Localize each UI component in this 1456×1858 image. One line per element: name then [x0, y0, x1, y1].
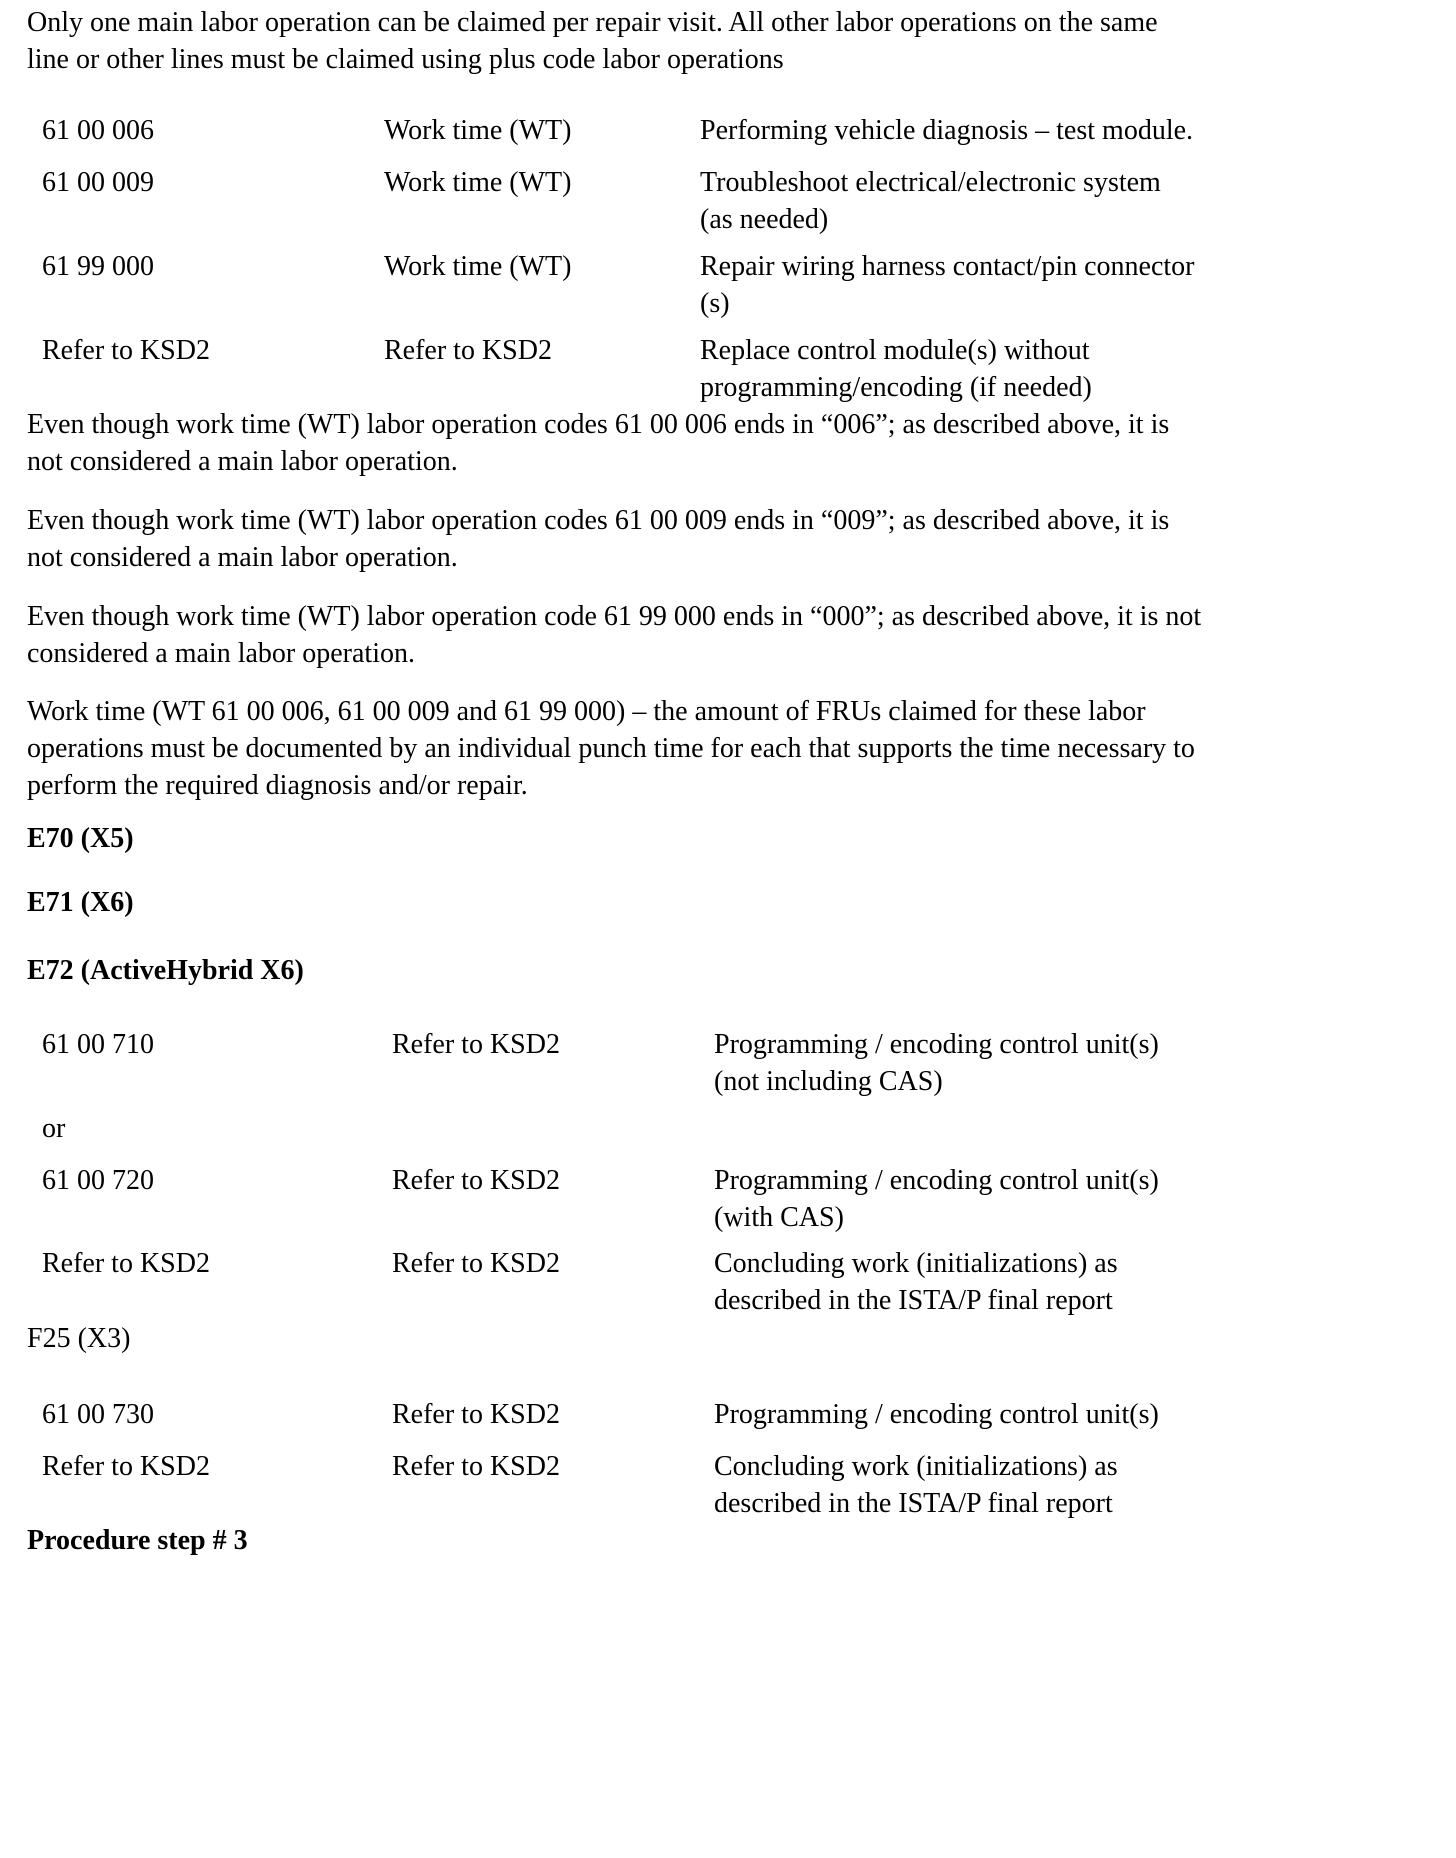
labor-type: Refer to KSD2 [392, 1248, 560, 1279]
model-heading-e70: E70 (X5) [27, 823, 134, 854]
note-line: Even though work time (WT) labor operation code 61 99 000 ends in “000”; as described above, it is not [27, 601, 1202, 632]
labor-description [700, 332, 1092, 406]
labor-code: 61 00 730 [42, 1399, 154, 1430]
description-line: Replace control module(s) without [700, 335, 1090, 366]
note-line: not considered a main labor operation. [27, 446, 458, 477]
description-line: Concluding work (initializations) as [714, 1451, 1118, 1482]
or-separator: or [42, 1113, 66, 1144]
labor-code: 61 00 009 [42, 167, 154, 198]
description-line: Concluding work (initializations) as [714, 1248, 1118, 1279]
description-line: (as needed) [700, 204, 829, 235]
labor-code: Refer to KSD2 [42, 335, 210, 366]
labor-code: 61 00 720 [42, 1165, 154, 1196]
labor-type: Refer to KSD2 [384, 335, 552, 366]
labor-code: Refer to KSD2 [42, 1248, 210, 1279]
note-paragraph [27, 502, 1447, 576]
description-line: Programming / encoding control unit(s) [714, 1165, 1159, 1196]
labor-description [714, 1245, 1118, 1319]
note-line: perform the required diagnosis and/or repair. [27, 770, 528, 801]
description-line: Performing vehicle diagnosis – test module. [700, 115, 1194, 146]
procedure-step-heading: Procedure step # 3 [27, 1525, 248, 1556]
description-line: Programming / encoding control unit(s) [714, 1399, 1159, 1430]
note-line: operations must be documented by an individual punch time for each that supports the time necessary to [27, 733, 1195, 764]
labor-type: Refer to KSD2 [392, 1451, 560, 1482]
labor-description [714, 1396, 1159, 1433]
labor-description [700, 248, 1195, 322]
labor-description [700, 164, 1161, 238]
labor-code: 61 99 000 [42, 251, 154, 282]
note-paragraph [27, 406, 1447, 480]
intro-line: Only one main labor operation can be claimed per repair visit. All other labor operations on the same [27, 7, 1158, 38]
labor-description [700, 112, 1193, 149]
labor-type: Refer to KSD2 [392, 1399, 560, 1430]
note-line: Even though work time (WT) labor operation codes 61 00 006 ends in “006”; as described above, it is [27, 409, 1170, 440]
labor-type: Work time (WT) [384, 115, 572, 146]
note-line: Even though work time (WT) labor operation codes 61 00 009 ends in “009”; as described above, it is [27, 505, 1170, 536]
labor-code: 61 00 710 [42, 1029, 154, 1060]
description-line: described in the ISTA/P final report [714, 1285, 1113, 1316]
labor-description [714, 1448, 1118, 1522]
description-line: Programming / encoding control unit(s) [714, 1029, 1159, 1060]
description-line: programming/encoding (if needed) [700, 372, 1092, 403]
labor-type: Refer to KSD2 [392, 1029, 560, 1060]
labor-code: Refer to KSD2 [42, 1451, 210, 1482]
labor-description [714, 1026, 1159, 1100]
intro-paragraph [27, 4, 1447, 78]
intro-line: line or other lines must be claimed using plus code labor operations [27, 44, 784, 75]
labor-code: 61 00 006 [42, 115, 154, 146]
model-heading-e72: E72 (ActiveHybrid X6) [27, 955, 304, 986]
labor-description [714, 1162, 1159, 1236]
note-line: considered a main labor operation. [27, 638, 415, 669]
labor-type: Refer to KSD2 [392, 1165, 560, 1196]
model-heading-e71: E71 (X6) [27, 887, 134, 918]
labor-type: Work time (WT) [384, 251, 572, 282]
labor-type: Work time (WT) [384, 167, 572, 198]
description-line: Troubleshoot electrical/electronic system [700, 167, 1161, 198]
model-heading-f25: F25 (X3) [27, 1323, 131, 1354]
note-paragraph [27, 598, 1447, 672]
description-line: (with CAS) [714, 1202, 844, 1233]
description-line: (s) [700, 288, 730, 319]
note-paragraph [27, 693, 1447, 804]
note-line: Work time (WT 61 00 006, 61 00 009 and 61 99 000) – the amount of FRUs claimed for these labor [27, 696, 1146, 727]
description-line: Repair wiring harness contact/pin connector [700, 251, 1195, 282]
description-line: (not including CAS) [714, 1066, 943, 1097]
description-line: described in the ISTA/P final report [714, 1488, 1113, 1519]
note-line: not considered a main labor operation. [27, 542, 458, 573]
